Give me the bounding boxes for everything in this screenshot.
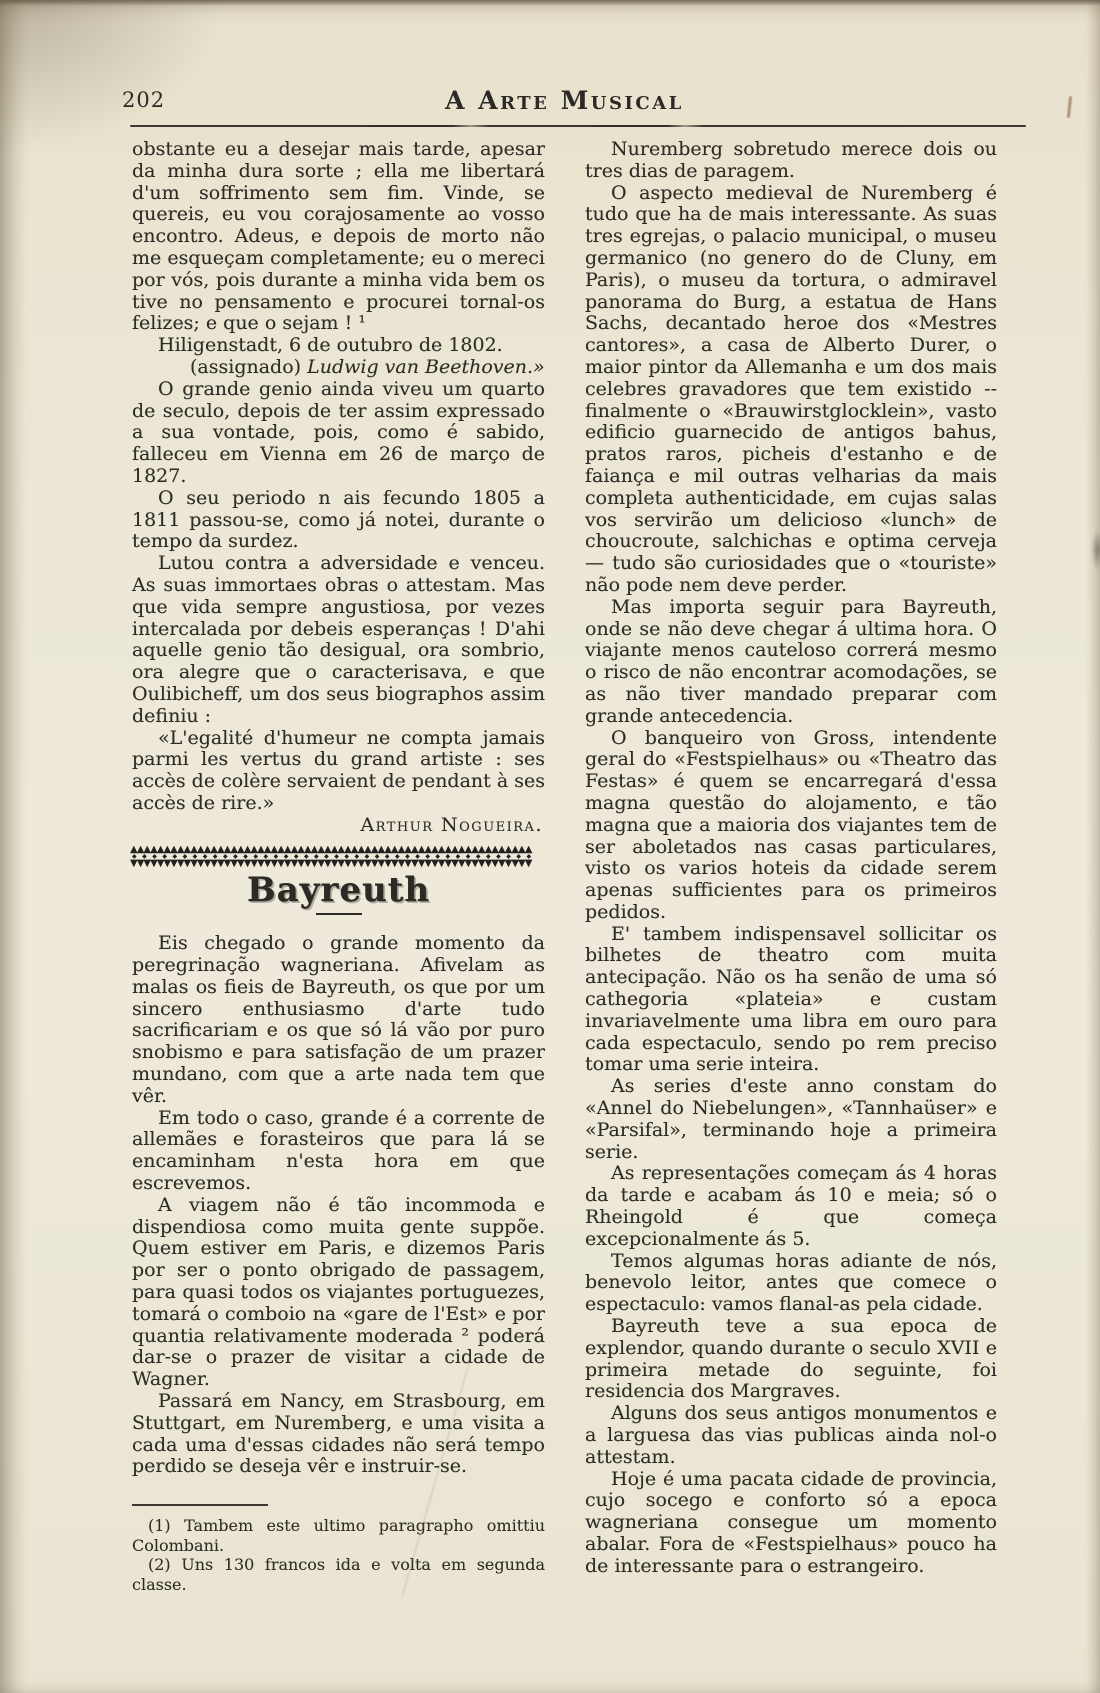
journal-title: A Arte Musical — [445, 86, 684, 115]
right-column — [585, 139, 997, 1578]
paragraph: O aspecto medieval de Nuremberg é tudo que ha de mais interessante. As suas tres egrejas, o palacio municipal, o museu germanico (no genero do de Cluny, em Paris), o museu da tortura, o admiravel panorama do Burg, a estatua de Hans Sachs, decantado heroe dos «Mestres cantores», a casa de Alberto Durer, o maior pintor da Allemanha e um dos mais celebres gravadores que tem existido -- finalmente o «Brauwirstglocklein», vasto edificio guarnecido de antigos bahus, pratos raros, picheis d'estanho e de faiança e mil outras velharias da mais completa authenticidade, em cujas salas vos servirão um delicioso «lunch» de choucroute, salchichas e optima cerveja — tudo são curiosidades que o «touriste» não pode nem deve perder. — [585, 181, 997, 596]
footnote-rule — [132, 1504, 268, 1506]
signed-name: Ludwig van Beethoven.» — [307, 355, 545, 378]
paragraph: O grande genio ainda viveu um quarto de seculo, depois de ter assim expressado a sua vontade, pois, como é sabido, falleceu em Vienna em 26 de março de 1827. — [132, 377, 545, 487]
paper-speck — [1067, 96, 1072, 118]
signature-line — [132, 357, 545, 379]
dateline: Hiligenstadt, 6 de outubro de 1802. — [158, 334, 503, 357]
paragraph: O seu periodo n ais fecundo 1805 a 1811 passou-se, como já notei, durante o tempo da surdez. — [132, 486, 545, 553]
signed-prefix: (assignado) — [190, 355, 308, 378]
paragraph: «L'egalité d'humeur ne compta jamais parmi les vertus du grand artiste : ses accès de colère servaient de pendant à ses accès de rire.» — [132, 726, 545, 814]
paragraph: Passará em Nancy, em Strasbourg, em Stuttgart, em Nuremberg, e uma visita a cada uma d'essas cidades não será tempo perdido se deseja vêr e instruir-se. — [132, 1390, 545, 1478]
paragraph: obstante eu a desejar mais tarde, apesar da minha dura sorte ; ella me libertará d'um soffrimento sem fim. Vinde, se quereis, eu vou corajosamente ao vosso encontro. Adeus, e depois de morto não me esqueçam completamente; eu o mereci por vós, pois durante a minha vida bem os tive no pensamento e procurei tornal-os felizes; e que o sejam ! ¹ — [132, 138, 545, 335]
footnotes — [132, 1504, 545, 1594]
title-divider — [316, 913, 362, 915]
paragraph: Alguns dos seus antigos monumentos e a larguesa das vias publicas ainda nol-o attestam. — [585, 1402, 997, 1468]
paragraph: Lutou contra a adversidade e venceu. As suas immortaes obras o attestam. Mas que vida sempre angustiosa, por vezes intercalada por debeis esperanças ! D'ahi aquelle genio tão desigual, ora sombrio, ora alegre que o caracterisava, e que Oulibicheff, um dos seus biographos assim definiu : — [132, 552, 545, 727]
article-title: Bayreuth — [246, 869, 431, 910]
paragraph: Em todo o caso, grande é a corrente de allemães e forasteiros que para lá se encaminham n'esta hora em que escrevemos. — [132, 1106, 545, 1195]
ornamental-divider — [130, 846, 554, 868]
footnote: (2) Uns 130 francos ida e volta em segunda classe. — [132, 1555, 545, 1594]
paragraph: As series d'este anno constam do «Annel do Niebelungen», «Tannhaüser» e «Parsifal», terminando hoje a primeira serie. — [585, 1075, 997, 1163]
paragraph: Hoje é uma pacata cidade de provincia, cujo socego e conforto só a epoca wagneriana consegue um momento abalar. Fora de «Festspielhaus» pouco ha de interessante para o estrangeiro. — [585, 1467, 997, 1577]
paragraph: A viagem não é tão incommoda e dispendiosa como muita gente suppõe. Quem estiver em Paris, e dizemos Paris por ser o ponto obrigado de passagem, para quasi todos os viajantes portuguezes, tomará o comboio na «gare de l'Est» e por quantia relativamente moderada ² poderá dar-se o prazer de visitar a cidade de Wagner. — [132, 1193, 545, 1391]
paragraph: Eis chegado o grande momento da peregrinação wagneriana. Afivelam as malas os fieis de Bayreuth, os que por um sincero enthusiasmo d'arte tudo sacrificariam e os que só lá vão por puro snobismo e para satisfação de um prazer mundano, com que a arte nada tem que vêr. — [132, 932, 545, 1107]
left-column — [132, 139, 545, 1594]
paragraph: Bayreuth teve a sua epoca de explendor, quando durante o seculo XVII e primeira metade do seguinte, foi residencia dos Margraves. — [585, 1315, 997, 1403]
footnote: (1) Tambem este ultimo paragrapho omittiu Colombani. — [132, 1516, 545, 1555]
paragraph: Mas importa seguir para Bayreuth, onde se não deve chegar á ultima hora. O viajante menos cauteloso correrá mesmo o risco de não encontrar acomodações, se as não tiver mandado preparar com grande antecedencia. — [585, 595, 997, 727]
page-header — [122, 86, 997, 116]
author-signature: Arthur Nogueira. — [360, 813, 543, 836]
divider-diamonds: ◆◆◆◆◆◆◆◆◆◆◆◆◆◆◆◆◆◆◆◆◆◆◆◆◆◆◆◆◆◆◆◆◆◆◆◆◆◆◆◆ — [132, 852, 537, 860]
divider-triangles-down: ▼▼▼▼▼▼▼▼▼▼▼▼▼▼▼▼▼▼▼▼▼▼▼▼▼▼▼▼▼▼▼▼▼▼▼▼▼▼▼▼▼▼▼▼▼▼▼▼▼▼▼▼▼▼▼▼▼▼▼▼ — [130, 857, 532, 868]
header-rule — [130, 125, 1026, 127]
paragraph: E' tambem indispensavel sollicitar os bilhetes de theatro com muita antecipação. Não os ha senão de uma só cathegoria «plateia» e custam invariavelmente uma libra em ouro para cada espectaculo, sendo po rem preciso tomar uma serie inteira. — [585, 922, 997, 1076]
divider-triangles-up: ▲▲▲▲▲▲▲▲▲▲▲▲▲▲▲▲▲▲▲▲▲▲▲▲▲▲▲▲▲▲▲▲▲▲▲▲▲▲▲▲▲▲▲▲▲▲▲▲▲▲▲▲▲▲▲▲▲▲▲▲ — [130, 845, 532, 855]
paragraph: O banqueiro von Gross, intendente geral do «Festspielhaus» ou «Theatro das Festas» é quem se encarregará d'essa magna questão do alojamento, e tão magna que a maioria dos viajantes tem de ser aboletados nas casas particulares, visto os varios hoteis da cidade serem apenas sufficientes para os primeiros pedidos. — [585, 726, 997, 923]
paragraph: As representações começam ás 4 horas da tarde e acabam ás 10 e meia; só o Rheingold é que começa excepcionalmente ás 5. — [585, 1162, 997, 1250]
ink-smudge — [1088, 522, 1100, 578]
page-number: 202 — [122, 88, 166, 112]
paragraph: Nuremberg sobretudo merece dois ou tres dias de paragem. — [585, 138, 997, 182]
paragraph: Temos algumas horas adiante de nós, benevolo leitor, antes que comece o espectaculo: vamos flanal-as pela cidade. — [585, 1249, 997, 1316]
